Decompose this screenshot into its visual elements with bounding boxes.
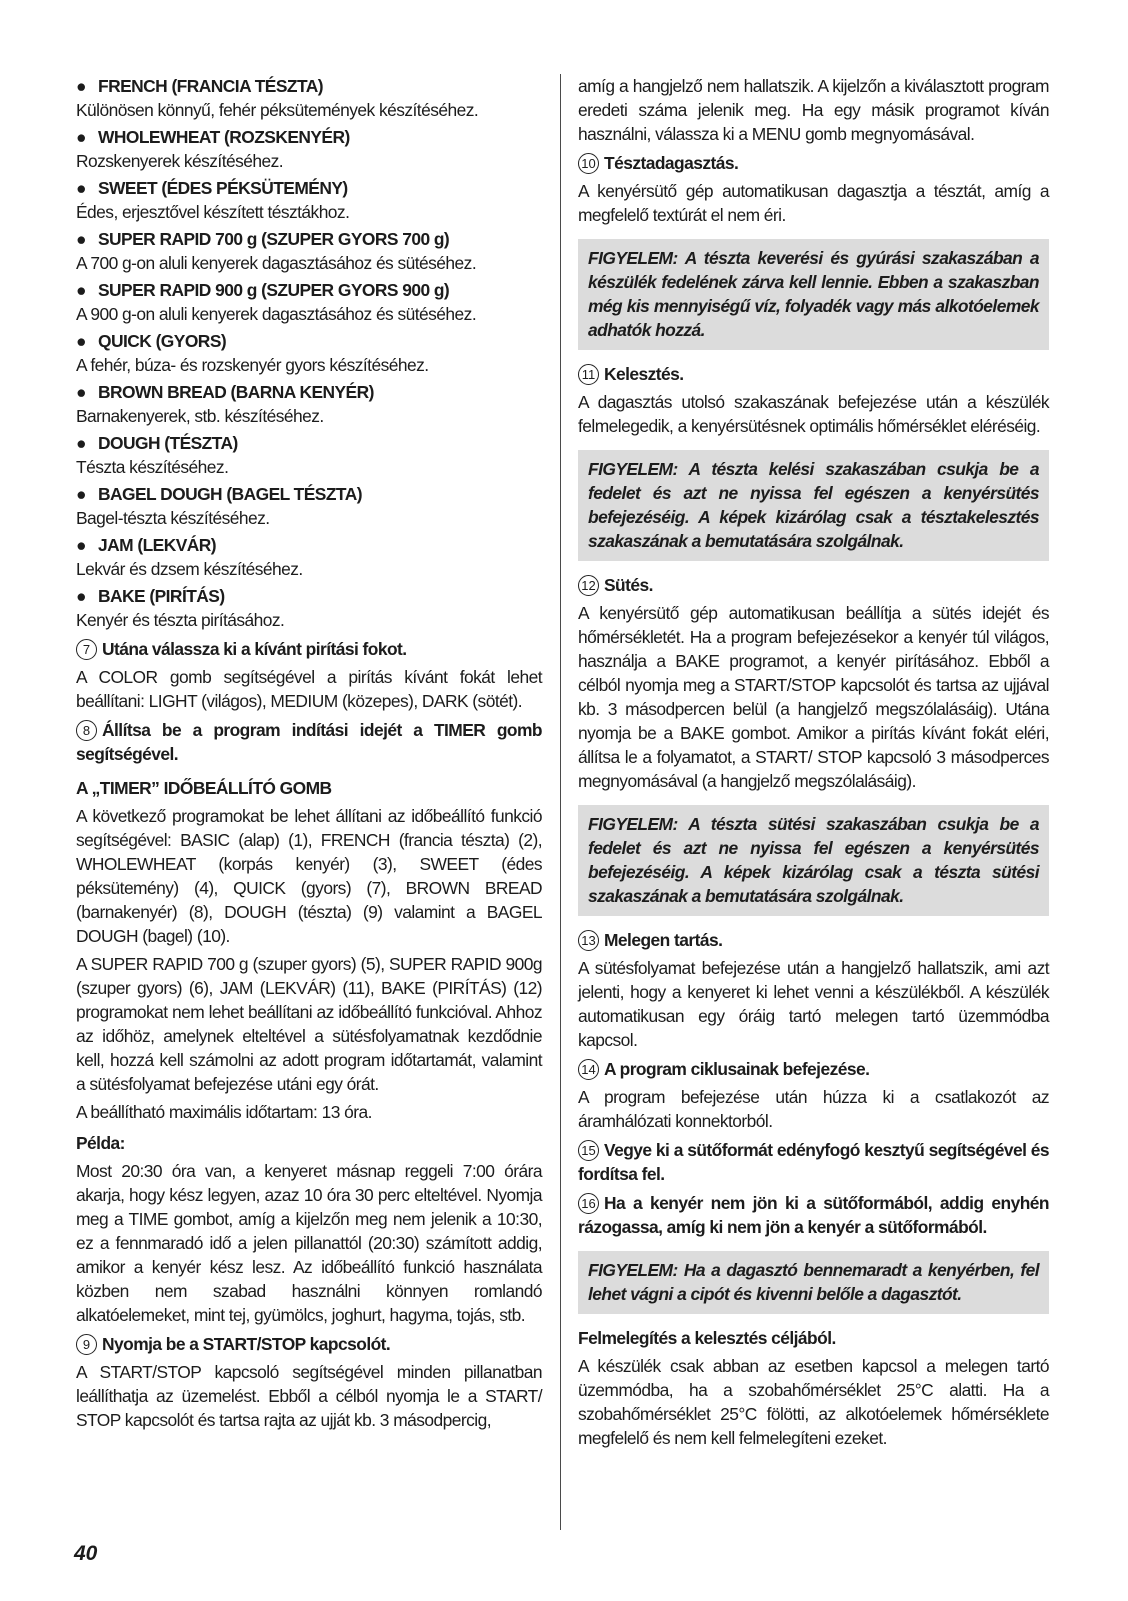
warning-text: FIGYELEM: Ha a dagasztó bennemaradt a kenyérben, fel lehet vágni a cipót és kivenni belőle a dagasztót. bbox=[588, 1260, 1039, 1304]
step-10-heading: 10 Tésztadagasztás. bbox=[578, 151, 1049, 175]
step-number-badge: 15 bbox=[578, 1140, 599, 1161]
program-name: ● QUICK (GYORS) bbox=[76, 331, 227, 351]
step-8-heading: 8 Állítsa be a program indítási idejét a TIMER gomb segítségével. bbox=[76, 720, 542, 764]
program-list bbox=[76, 74, 542, 632]
warning-note bbox=[578, 450, 1049, 561]
step-7-text: A COLOR gomb segítségével a pirítás kívánt fokát lehet beállítani: LIGHT (világos), MEDIUM (közepes), DARK (sötét). bbox=[76, 667, 542, 711]
program-desc: Különösen könnyű, fehér péksütemények készítéséhez. bbox=[76, 100, 479, 120]
step-14-text: A program befejezése után húzza ki a csatlakozót az áramhálózati konnektorból. bbox=[578, 1087, 1049, 1131]
program-name: ● SUPER RAPID 900 g (SZUPER GYORS 900 g) bbox=[76, 280, 450, 300]
program-desc: Barnakenyerek, stb. készítéséhez. bbox=[76, 406, 324, 426]
program-name: ● SWEET (ÉDES PÉKSÜTEMÉNY) bbox=[76, 178, 348, 198]
step-16-heading: 16 Ha a kenyér nem jön ki a sütőformából, addig enyhén rázogassa, amíg ki nem jön a kenyér a sütőformából. bbox=[578, 1193, 1049, 1237]
program-name: ● JAM (LEKVÁR) bbox=[76, 535, 217, 555]
timer-heading: A „TIMER” IDŐBEÁLLÍTÓ GOMB bbox=[76, 778, 332, 798]
warning-note bbox=[578, 239, 1049, 350]
step-9-heading: 9 Nyomja be a START/STOP kapcsolót. bbox=[76, 1332, 542, 1356]
continued-text: amíg a hangjelző nem hallatszik. A kijelzőn a kiválasztott program eredeti száma jelenik meg. Ha egy másik programot kíván használni, válassza ki a MENU gomb megnyomásával. bbox=[578, 76, 1049, 144]
step-number-badge: 10 bbox=[578, 153, 599, 174]
warning-note bbox=[578, 1251, 1049, 1314]
program-name: ● BAKE (PIRÍTÁS) bbox=[76, 586, 225, 606]
program-name: ● SUPER RAPID 700 g (SZUPER GYORS 700 g) bbox=[76, 229, 450, 249]
step-number-badge: 7 bbox=[76, 639, 97, 660]
warning-text: FIGYELEM: A tészta sütési szakaszában csukja be a fedelet és azt ne nyissa fel egészen a kenyérsütés befejezéséig. A képek kizárólag csak a tészta sütési szakaszának a bemutatására szolgálnak. bbox=[588, 814, 1039, 906]
program-desc: A 900 g-on aluli kenyerek dagasztásához és sütéséhez. bbox=[76, 304, 477, 324]
program-desc: Tészta készítéséhez. bbox=[76, 457, 229, 477]
page-number: 40 bbox=[74, 1542, 98, 1565]
program-desc: Rozskenyerek készítéséhez. bbox=[76, 151, 284, 171]
step-9-text: A START/STOP kapcsoló segítségével minden pillanatban leállíthatja az üzemelést. Ebből a célból nyomja le a START/ STOP kapcsolót és tartsa rajta az ujját kb. 3 másodpercig, bbox=[76, 1362, 542, 1430]
step-number-badge: 9 bbox=[76, 1334, 97, 1355]
warning-note bbox=[578, 805, 1049, 916]
program-name: ● FRENCH (FRANCIA TÉSZTA) bbox=[76, 76, 323, 96]
example-text: Most 20:30 óra van, a kenyeret másnap reggeli 7:00 órára akarja, hogy kész legyen, azaz 10 óra 30 perc elteltével. Nyomja meg a TIME gombot, amíg a kijelzőn meg nem jelenik a 10:30, ez a fennmaradó idő a jelen pillanattól (20:30) számított addig, amikor a kenyér kész lesz. Az időbeállító funkció használata közben nem szabad használni könnyen romlandó alkatóelemeket, mint tej, gyümölcs, joghurt, hagyma, tojás, stb. bbox=[76, 1161, 542, 1325]
step-13-text: A sütésfolyamat befejezése után a hangjelző hallatszik, ami azt jelenti, hogy a kenyeret ki lehet venni a készülékből. A készülék automatikusan egy óráig tartó melegen tartó üzemmódba kapcsol. bbox=[578, 958, 1049, 1050]
step-12-heading: 12 Sütés. bbox=[578, 573, 1049, 597]
step-number-badge: 12 bbox=[578, 575, 599, 596]
program-desc: Bagel-tészta készítéséhez. bbox=[76, 508, 270, 528]
program-desc: A 700 g-on aluli kenyerek dagasztásához és sütéséhez. bbox=[76, 253, 477, 273]
program-name: ● BROWN BREAD (BARNA KENYÉR) bbox=[76, 382, 374, 402]
program-desc: Lekvár és dzsem készítéséhez. bbox=[76, 559, 303, 579]
program-name: ● DOUGH (TÉSZTA) bbox=[76, 433, 238, 453]
step-number-badge: 13 bbox=[578, 930, 599, 951]
heating-text: A készülék csak abban az esetben kapcsol a melegen tartó üzemmódba, ha a szobahőmérséklet 25°C alatti. Ha a szobahőmérséklet 25°C fölötti, az alkotóelemek hőmérséklete megfelelő és nem kell felmelegíteni ezeket. bbox=[578, 1356, 1049, 1448]
step-11-text: A dagasztás utolsó szakaszának befejezése után a készülék felmelegedik, a kenyérsütésnek optimális hőmérséklet eléréséig. bbox=[578, 392, 1049, 436]
timer-paragraph-1: A következő programokat be lehet állítani az időbeállító funkció segítségével: BASIC (alap) (1), FRENCH (francia tészta) (2), WHOLEWHEAT (korpás kenyér) (3), SWEET (édes péksütemény) (4), QUICK (gyors) (7), BROWN BREAD (barnakenyér) (8), DOUGH (tészta) (9) valamint a BAGEL DOUGH (bagel) (10). bbox=[76, 806, 542, 946]
example-heading: Példa: bbox=[76, 1133, 125, 1153]
step-number-badge: 14 bbox=[578, 1059, 599, 1080]
step-number-badge: 11 bbox=[578, 364, 599, 385]
step-13-heading: 13 Melegen tartás. bbox=[578, 928, 1049, 952]
left-column bbox=[76, 74, 542, 1432]
program-name: ● WHOLEWHEAT (ROZSKENYÉR) bbox=[76, 127, 350, 147]
warning-text: FIGYELEM: A tészta kelési szakaszában csukja be a fedelet és azt ne nyissa fel egészen a kenyérsütés befejezéséig. A képek kizárólag csak a tésztakelesztés szakaszának a bemutatására szolgálnak. bbox=[588, 459, 1039, 551]
timer-paragraph-3: A beállítható maximális időtartam: 13 óra. bbox=[76, 1102, 372, 1122]
heating-heading: Felmelegítés a kelesztés céljából. bbox=[578, 1328, 836, 1348]
column-divider bbox=[560, 74, 561, 1530]
timer-paragraph-2: A SUPER RAPID 700 g (szuper gyors) (5), SUPER RAPID 900g (szuper gyors) (6), JAM (LEKVÁR) (11), BAKE (PIRÍTÁS) (12) programokat nem lehet beállítani az időbeállító funkcióval. Ahhoz az időhöz, amelynek elteltével a sütésfolyamatnak kezdődnie kell, hozzá kell számolni az adott program időtartamát, valamint a sütésfolyamat befejezése utáni egy órát. bbox=[76, 954, 542, 1094]
step-15-heading: 15 Vegye ki a sütőformát edényfogó kesztyű segítségével és fordítsa fel. bbox=[578, 1140, 1049, 1184]
step-number-badge: 16 bbox=[578, 1193, 599, 1214]
step-14-heading: 14 A program ciklusainak befejezése. bbox=[578, 1057, 1049, 1081]
step-7-heading: 7 Utána válassza ki a kívánt pirítási fokot. bbox=[76, 637, 542, 661]
program-desc: A fehér, búza- és rozskenyér gyors készítéséhez. bbox=[76, 355, 429, 375]
warning-text: FIGYELEM: A tészta keverési és gyúrási szakaszában a készülék fedelének zárva kell lennie. Ebben a szakaszban még kis mennyiségű víz, folyadék vagy más alkotóelemek adhatók hozzá. bbox=[588, 248, 1039, 340]
right-column bbox=[578, 74, 1049, 1450]
program-name: ● BAGEL DOUGH (BAGEL TÉSZTA) bbox=[76, 484, 362, 504]
step-12-text: A kenyérsütő gép automatikusan beállítja a sütés idejét és hőmérsékletét. Ha a program befejezésekor a kenyér túl világos, használja a BAKE programot, a kenyér pirításához. Ebből a célból nyomja meg a START/STOP kapcsolót és tartsa az ujjával kb. 3 másodpercen belül (a hangjelző megszólalásáig). Utána nyomja be a BAKE gombot. Amikor a pirítás kívánt fokát eléri, állítsa le a folyamatot, a START/ STOP kapcsoló 3 másodperces megnyomásával (a hangjelző megszólalásáig). bbox=[578, 603, 1049, 791]
program-desc: Kenyér és tészta pirításához. bbox=[76, 610, 285, 630]
step-11-heading: 11 Kelesztés. bbox=[578, 362, 1049, 386]
step-number-badge: 8 bbox=[76, 720, 97, 741]
step-10-text: A kenyérsütő gép automatikusan dagasztja a tésztát, amíg a megfelelő textúrát el nem éri. bbox=[578, 181, 1049, 225]
program-desc: Édes, erjesztővel készített tésztákhoz. bbox=[76, 202, 350, 222]
